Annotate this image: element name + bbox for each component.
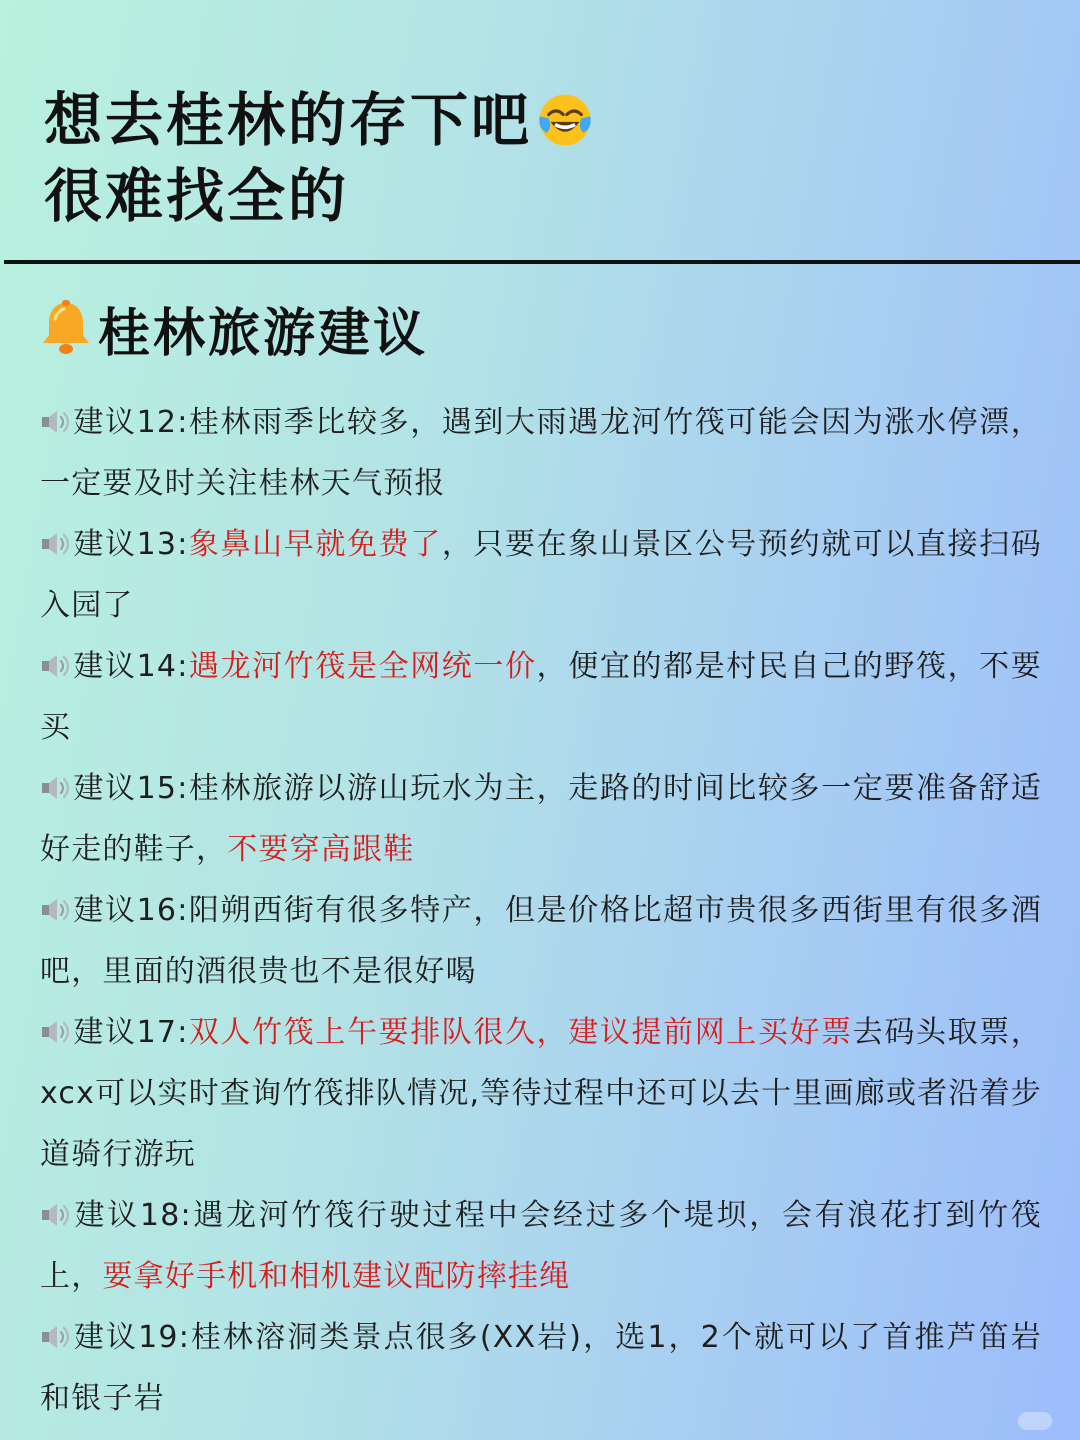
- speaker-icon: [40, 396, 72, 424]
- title-line-2: 很难找全的: [44, 162, 350, 230]
- tip-prefix: 建议18:: [73, 1198, 192, 1233]
- tip-prefix: 建议13:: [73, 527, 189, 562]
- tip-item: [40, 392, 1042, 514]
- title-text-1: 想去桂林的存下吧: [44, 86, 533, 154]
- tip-item: [40, 1185, 1042, 1307]
- tip-highlight-text: 象鼻山早就免费了: [188, 527, 442, 562]
- tip-text: 遇龙河竹筏行驶过程中会经过多个堤坝，会有浪花打到竹筏上，: [40, 1198, 1043, 1294]
- tip-text: ，只要在象山景区公号预约就可以直接扫码入园了: [40, 527, 1042, 623]
- tip-item: [40, 1307, 1042, 1429]
- tip-item: [40, 758, 1042, 880]
- speaker-icon: [40, 1006, 72, 1034]
- title-block: [44, 82, 1044, 234]
- tip-prefix: 建议17:: [73, 1015, 189, 1050]
- tip-text: 桂林雨季比较多，遇到大雨遇龙河竹筏可能会因为涨水停漂，一定要及时关注桂林天气预报: [40, 405, 1042, 501]
- section-heading: [40, 292, 428, 364]
- tip-text: 去码头取票，xcx可以实时查询竹筏排队情况,等待过程中还可以去十里画廊或者沿着步道骑行游玩: [40, 1015, 1043, 1172]
- speaker-icon: [40, 1311, 72, 1339]
- tip-text: ，便宜的都是村民自己的野筏，不要买: [40, 649, 1042, 745]
- tip-highlight-text: 不要穿高跟鞋: [227, 832, 415, 867]
- tip-text: 桂林旅游以游山玩水为主，走路的时间比较多一定要准备舒适好走的鞋子，: [40, 771, 1042, 867]
- tip-text: 阳朔西街有很多特产，但是价格比超市贵很多西街里有很多酒吧，里面的酒很贵也不是很好喝: [40, 893, 1042, 989]
- bell-icon: [40, 299, 92, 357]
- tip-highlight-text: 双人竹筏上午要排队很久，建议提前网上买好票: [188, 1015, 853, 1050]
- tip-item: [40, 514, 1042, 636]
- tip-prefix: 建议14:: [73, 649, 189, 684]
- section-title: 桂林旅游建议: [98, 303, 429, 364]
- watermark-badge: [1018, 1412, 1052, 1430]
- tips-list: [40, 392, 1042, 1429]
- speaker-icon: [40, 762, 72, 790]
- tip-text: 桂林溶洞类景点很多(XX岩)，选1，2个就可以了首推芦笛岩和银子岩: [40, 1320, 1042, 1416]
- speaker-icon: [40, 640, 72, 668]
- tip-item: [40, 880, 1042, 1002]
- divider: [4, 260, 1080, 264]
- face-with-tears-of-joy-icon: [536, 91, 594, 149]
- tip-prefix: 建议19:: [73, 1320, 191, 1355]
- tip-prefix: 建议15:: [73, 771, 189, 806]
- title-line-1: [44, 82, 1044, 158]
- speaker-icon: [40, 884, 72, 912]
- tip-highlight-text: 要拿好手机和相机建议配防摔挂绳: [102, 1259, 571, 1294]
- tip-item: [40, 636, 1042, 758]
- tip-prefix: 建议12:: [73, 405, 189, 440]
- tip-highlight-text: 遇龙河竹筏是全网统一价: [188, 649, 537, 684]
- tip-prefix: 建议16:: [73, 893, 189, 928]
- speaker-icon: [40, 518, 72, 546]
- speaker-icon: [40, 1189, 72, 1217]
- tip-item: [40, 1002, 1042, 1185]
